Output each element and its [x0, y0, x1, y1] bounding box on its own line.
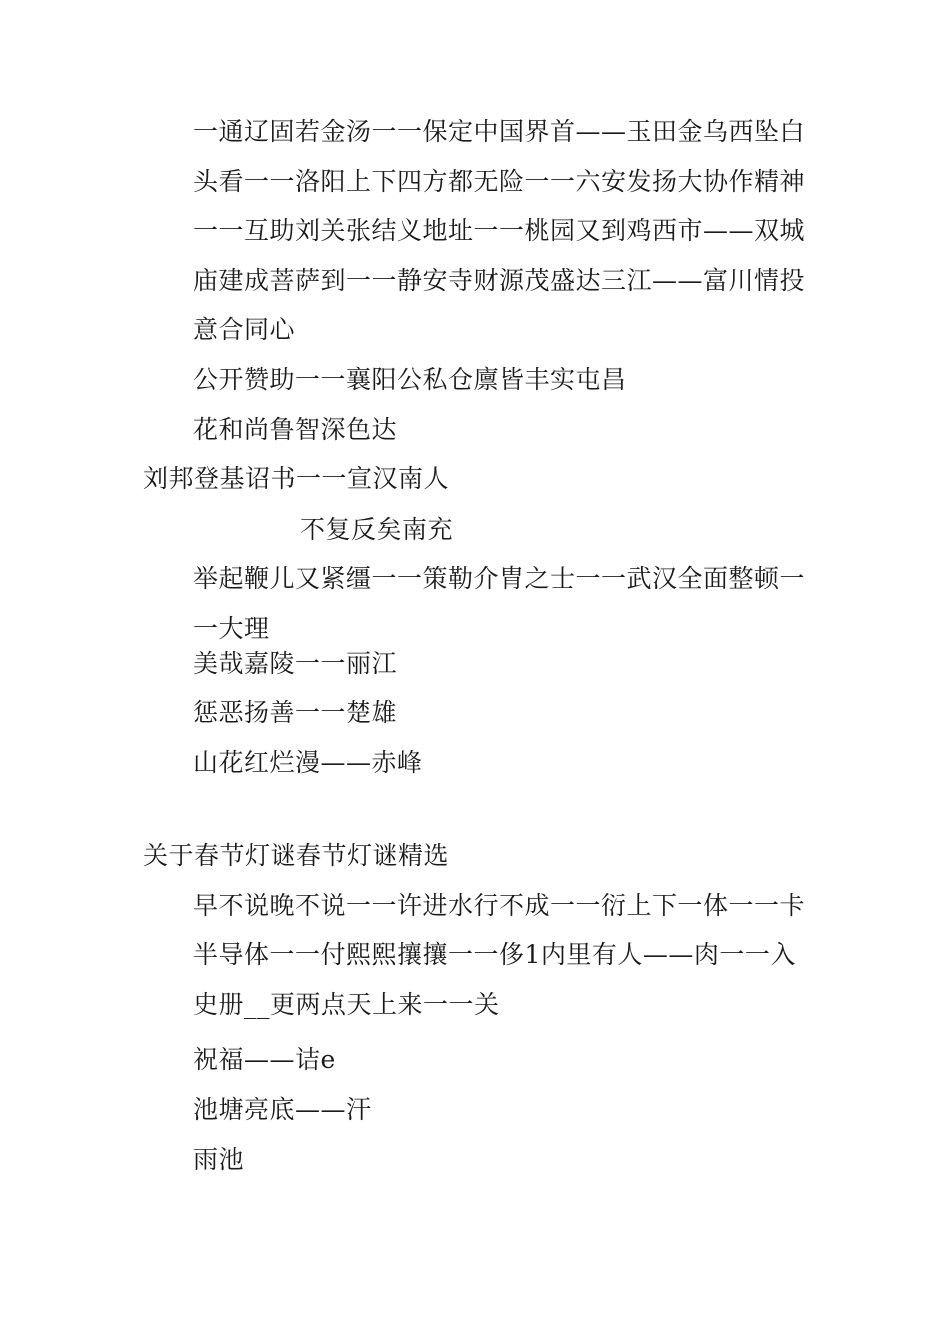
- text-line: 山花红烂漫——赤峰: [193, 748, 423, 777]
- text-line: 早不说晚不说一一许进水行不成一一衍上下一体一一卡: [193, 891, 806, 920]
- text-line: 举起鞭儿又紧缰一一策勒介胄之士一一武汉全面整顿一: [193, 564, 806, 593]
- text-line: 头看一一洛阳上下四方都无险一一六安发扬大协作精神: [193, 167, 806, 196]
- text-line: 不复反矣南充: [300, 515, 454, 544]
- text-line: 庙建成菩萨到一一静安寺财源茂盛达三江——富川情投: [193, 266, 806, 295]
- text-line: 公开赞助一一襄阳公私仓廪皆丰实屯昌: [193, 365, 627, 394]
- text-line: 惩恶扬善一一楚雄: [193, 698, 398, 727]
- text-line: 美哉嘉陵一一丽江: [193, 649, 398, 678]
- text-line: 半导体一一付熙熙攘攘一一侈1内里有人——肉一一入: [193, 940, 796, 969]
- text-line: 一通辽固若金汤一一保定中国界首——玉田金乌西坠白: [193, 117, 806, 146]
- text-line: 意合同心: [193, 315, 296, 344]
- text-line: 一大理: [193, 614, 270, 643]
- text-line: 刘邦登基诏书一一宣汉南人: [143, 464, 450, 493]
- text-line: 雨池: [193, 1145, 245, 1174]
- section-title: 关于春节灯谜春节灯谜精选: [143, 841, 450, 870]
- text-line: 祝福——诘e: [193, 1045, 336, 1074]
- text-line: 池塘亮底——汗: [193, 1095, 372, 1124]
- text-line: 史册__更两点天上来一一关: [193, 990, 500, 1019]
- text-line: 花和尚鲁智深色达: [193, 415, 398, 444]
- text-line: 一一互助刘关张结义地址一一桃园又到鸡西市——双城: [193, 216, 806, 245]
